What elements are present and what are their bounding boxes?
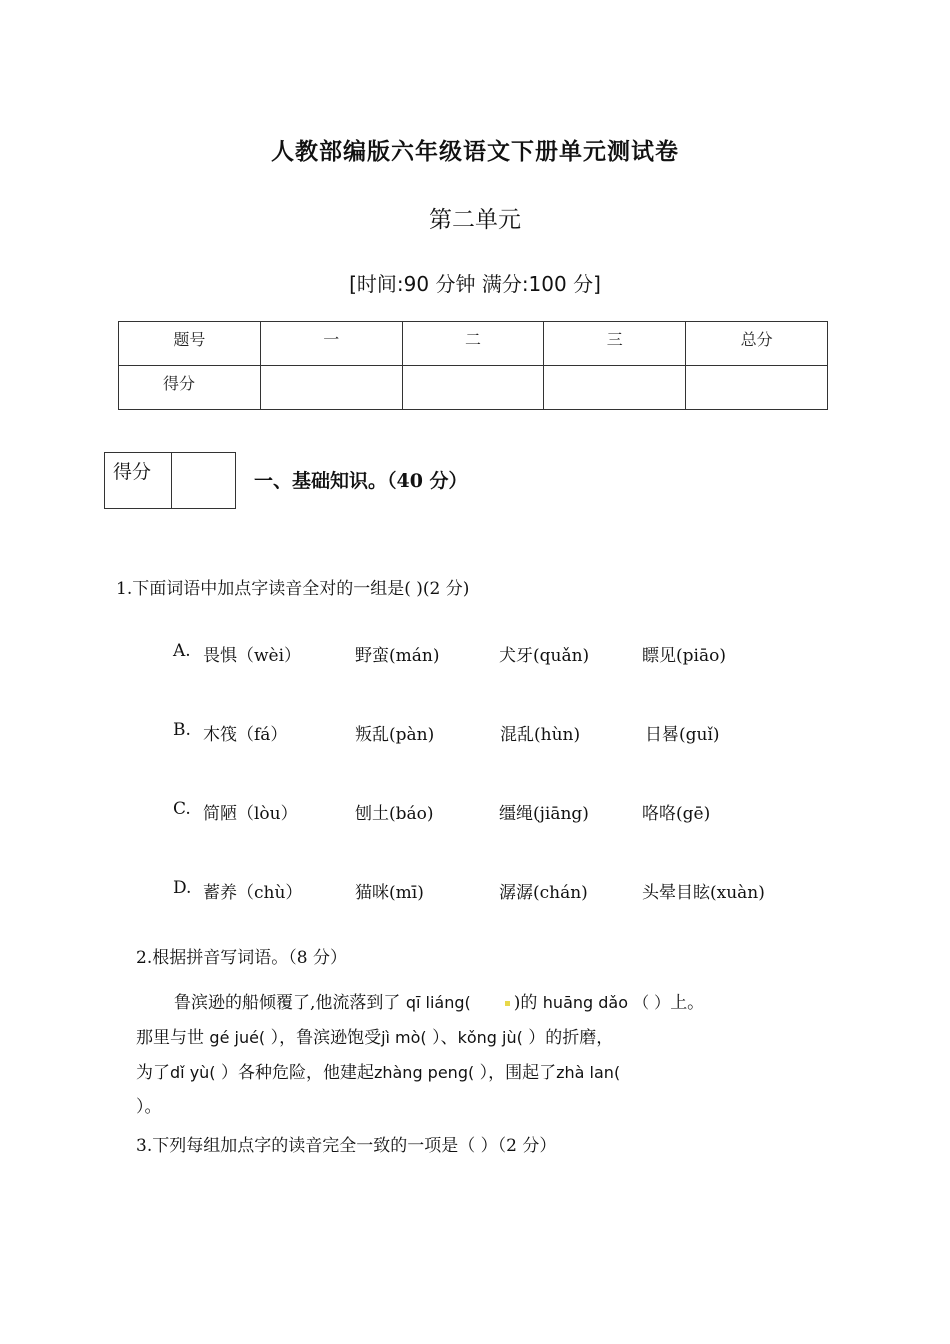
option-item: 刨土(báo) xyxy=(355,804,434,824)
question-3: 3.下列每组加点字的读音完全一致的一项是（ ）（2 分） xyxy=(136,1136,557,1156)
page-title: 人教部编版六年级语文下册单元测试卷 xyxy=(271,138,679,165)
question-2-paragraph-line2: 那里与世 gé jué( ），鲁滨逊饱受jì mò( ）、kǒng jù( ）的折磨， xyxy=(136,1028,614,1048)
score-table-header-cell: 三 xyxy=(544,322,686,366)
option-item: 蓄养（chù） xyxy=(203,883,303,903)
score-table-header-cell: 二 xyxy=(402,322,544,366)
option-item: 野蛮(mán) xyxy=(355,646,440,666)
question-2-paragraph-line3: 为了dǐ yù( ）各种危险，他建起zhàng peng( ），围起了zhà lan( xyxy=(136,1063,621,1083)
section-score-box xyxy=(104,452,236,509)
question-2-paragraph-line4: ）。 xyxy=(136,1097,162,1117)
score-table-header-cell: 总分 xyxy=(686,322,828,366)
option-item: 叛乱(pàn) xyxy=(355,725,435,745)
time-info: [时间:90 分钟 满分:100 分] xyxy=(349,272,601,296)
score-table xyxy=(118,321,828,410)
option-item: 缰绳(jiāng) xyxy=(499,804,589,824)
question-2-paragraph: 鲁滨逊的船倾覆了,他流落到了 qī liáng( )的 huāng dǎo （ ）上。 xyxy=(174,993,705,1013)
score-cell xyxy=(544,366,686,410)
option-item: 混乱(hùn) xyxy=(500,725,581,745)
option-item: 日晷(guǐ) xyxy=(645,725,720,745)
highlight-mark xyxy=(505,1001,510,1006)
section-score-label: 得分 xyxy=(105,453,172,508)
unit-subtitle: 第二单元 xyxy=(429,207,521,233)
option-item: 头晕目眩(xuàn) xyxy=(642,883,765,903)
score-cell xyxy=(260,366,402,410)
question-1: 1.下面词语中加点字读音全对的一组是( )(2 分) xyxy=(116,579,470,599)
score-row-label: 得分 xyxy=(119,366,261,410)
option-letter: A. xyxy=(173,641,191,661)
option-item: 犬牙(quǎn) xyxy=(499,646,590,666)
score-cell xyxy=(402,366,544,410)
option-item: 潺潺(chán) xyxy=(499,883,588,903)
section-title: 一、基础知识。（40 分） xyxy=(254,470,468,492)
option-item: 畏惧（wèi） xyxy=(203,646,302,666)
option-letter: C. xyxy=(173,799,191,819)
score-table-header-cell: 题号 xyxy=(119,322,261,366)
score-cell xyxy=(686,366,828,410)
score-table-header-cell: 一 xyxy=(260,322,402,366)
option-letter: B. xyxy=(173,720,191,740)
option-item: 咯咯(gē) xyxy=(642,804,711,824)
option-letter: D. xyxy=(173,878,192,898)
score-table-score-row xyxy=(119,366,828,410)
question-2: 2.根据拼音写词语。（8 分） xyxy=(136,948,347,968)
option-item: 简陋（lòu） xyxy=(203,804,298,824)
option-item: 瞟见(piāo) xyxy=(642,646,726,666)
option-item: 木筏（fá） xyxy=(203,725,288,745)
score-table-header-row xyxy=(119,322,828,366)
option-item: 猫咪(mī) xyxy=(355,883,424,903)
